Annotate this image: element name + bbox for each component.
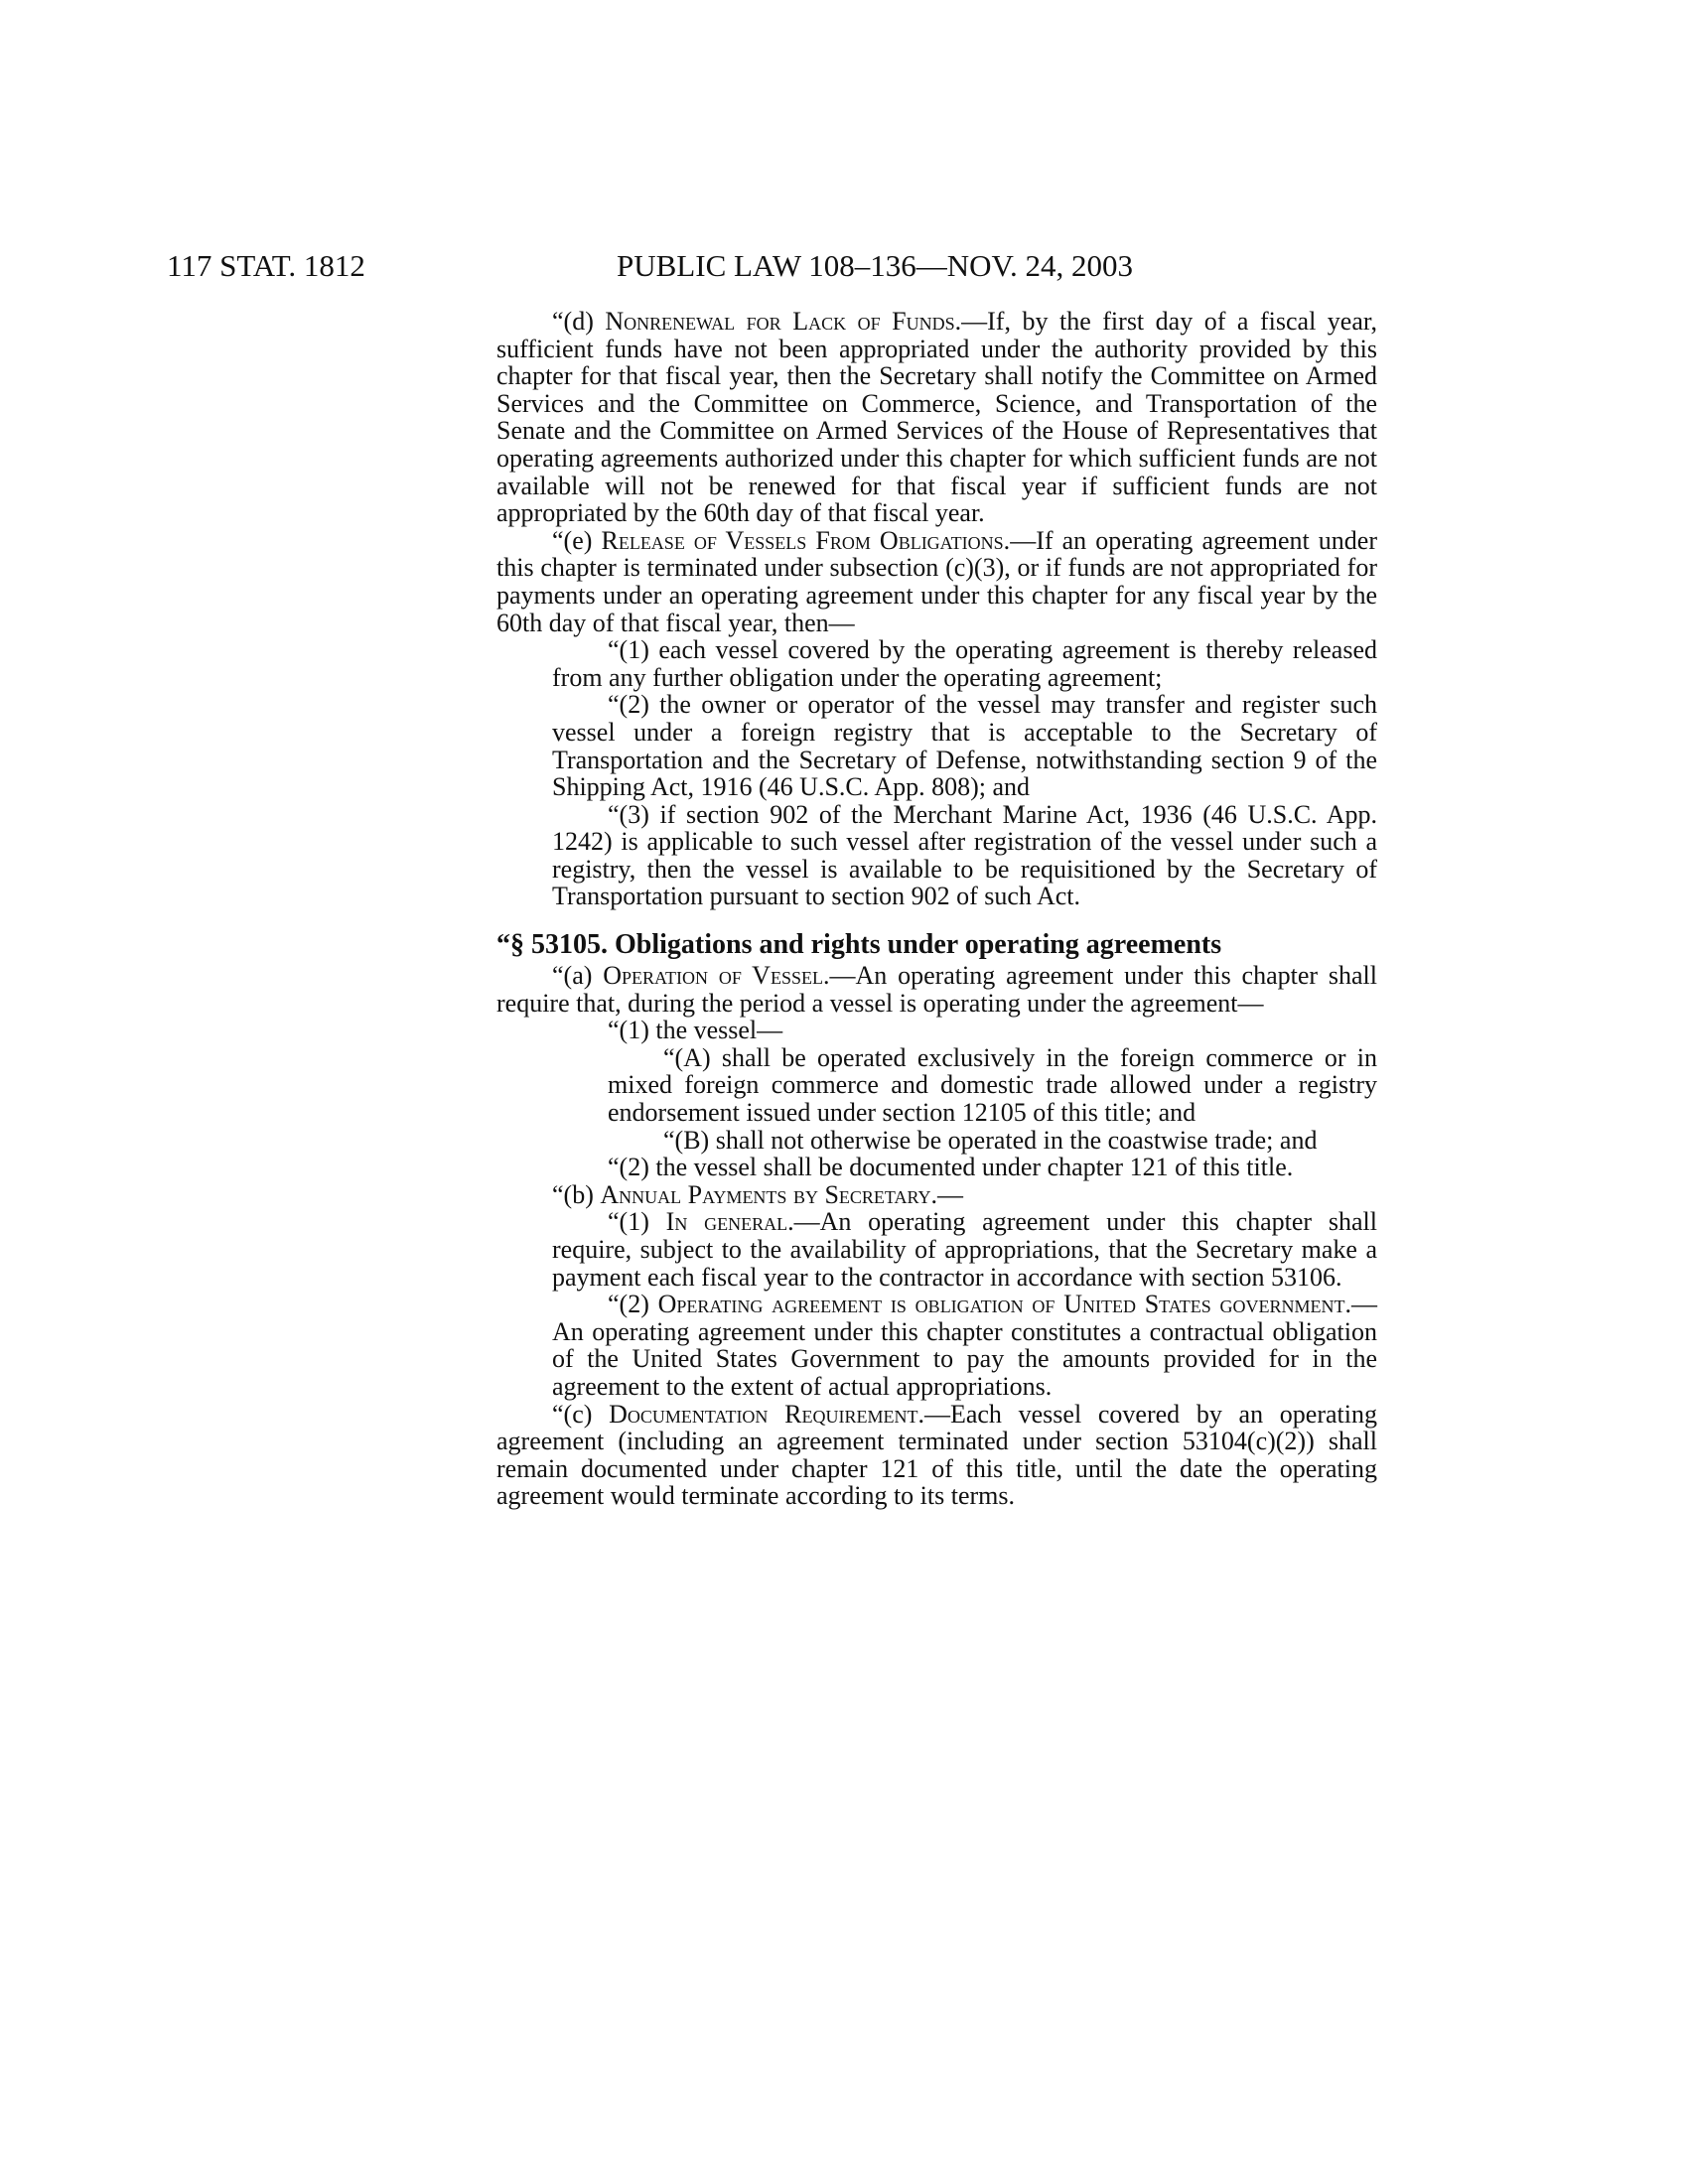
paragraph-a-text: —An operating agreement under this chapter shall require that, during the period a vessel is operating under the agreement— — [496, 961, 1377, 1018]
statute-reference: 117 STAT. 1812 — [167, 248, 365, 283]
paragraph-c — [496, 1401, 1377, 1510]
paragraph-d-lead: “(d) — [552, 307, 606, 336]
paragraph-d — [496, 308, 1377, 527]
paragraph-a-1-B: “(B) shall not otherwise be operated in the coastwise trade; and — [663, 1125, 1318, 1155]
paragraph-b-lead: “(b) — [552, 1179, 601, 1209]
paragraph-b-1-heading: In general. — [665, 1207, 794, 1237]
paragraph-b-text: — — [936, 1179, 963, 1209]
section-heading: “§ 53105. Obligations and rights under operating agreements — [496, 929, 1222, 961]
paragraph-b-2-heading: Operating agreement is obligation of United States government. — [657, 1290, 1351, 1319]
document-body — [496, 308, 1377, 1510]
paragraph-c-text: —Each vessel covered by an operating agreement (including an agreement terminated under section 53104(c)(2)) shall remain documented under chapter 121 of this title, until the date the operating agreement would terminate according to its terms. — [496, 1399, 1377, 1511]
paragraph-e — [496, 527, 1377, 636]
paragraph-c-heading: Documentation Requirement. — [609, 1399, 924, 1429]
paragraph-a-heading: Operation of Vessel. — [603, 961, 830, 991]
paragraph-e-heading: Release of Vessels From Obligations. — [601, 525, 1011, 555]
paragraph-c-lead: “(c) — [552, 1399, 610, 1429]
law-title: PUBLIC LAW 108–136—NOV. 24, 2003 — [617, 248, 1133, 283]
paragraph-b — [496, 1181, 1377, 1209]
paragraph-e-3: “(3) if section 902 of the Merchant Marine Act, 1936 (46 U.S.C. App. 1242) is applicable to such vessel after registration of the vessel under such a registry, then the vessel is available to be requisitioned by the Secretary of Transportation pursuant to section 902 of such Act. — [552, 799, 1377, 911]
paragraph-a-2: “(2) the vessel shall be documented under chapter 121 of this title. — [608, 1153, 1294, 1182]
paragraph-d-heading: Nonrenewal for Lack of Funds. — [605, 307, 962, 336]
paragraph-a — [496, 962, 1377, 1017]
paragraph-a-1: “(1) the vessel— — [608, 1016, 783, 1045]
page-header — [0, 246, 1688, 286]
paragraph-b-2 — [496, 1291, 1377, 1400]
paragraph-b-1-lead: “(1) — [608, 1207, 666, 1237]
paragraph-b-2-lead: “(2) — [608, 1290, 658, 1319]
paragraph-e-2: “(2) the owner or operator of the vessel may transfer and register such vessel under a foreign registry that is acceptable to the Secretary of Transportation and the Secretary of Defense, notwithstanding section 9 of the Shipping Act, 1916 (46 U.S.C. App. 808); and — [552, 690, 1377, 802]
paragraph-b-1-text: —An operating agreement under this chapter shall require, subject to the availability of appropriations, that the Secretary make a payment each fiscal year to the contractor in accordance with section 53106. — [552, 1207, 1377, 1292]
paragraph-e-lead: “(e) — [552, 525, 602, 555]
paragraph-a-lead: “(a) — [552, 961, 604, 991]
paragraph-b-2-text: —An operating agreement under this chapter constitutes a contractual obligation of the United States Government to pay the amounts provided for in the agreement to the extent of actual appropriations. — [552, 1290, 1377, 1401]
paragraph-a-1-A: “(A) shall be operated exclusively in the foreign commerce or in mixed foreign commerce and domestic trade allowed under a registry endorsement issued under section 12105 of this title; and — [608, 1042, 1377, 1128]
paragraph-e-text: —If an operating agreement under this chapter is terminated under subsection (c)(3), or if funds are not appropriated for payments under an operating agreement under this chapter for any fiscal year by the 60th day of that fiscal year, then— — [496, 525, 1377, 637]
paragraph-e-1: “(1) each vessel covered by the operating agreement is thereby released from any further obligation under the operating agreement; — [552, 635, 1377, 692]
paragraph-d-text: —If, by the first day of a fiscal year, sufficient funds have not been appropriated under the authority provided by this chapter for that fiscal year, then the Secretary shall notify the Committee on Armed Services and the Committee on Commerce, Science, and Transportation of the Senate and the Committee on Armed Services of the House of Representatives that operating agreements authorized under this chapter for which sufficient funds are not available will not be renewed for that fiscal year if sufficient funds are not appropriated by the 60th day of that fiscal year. — [496, 307, 1378, 528]
paragraph-b-1 — [496, 1208, 1377, 1291]
paragraph-b-heading: Annual Payments by Secretary. — [600, 1179, 937, 1209]
